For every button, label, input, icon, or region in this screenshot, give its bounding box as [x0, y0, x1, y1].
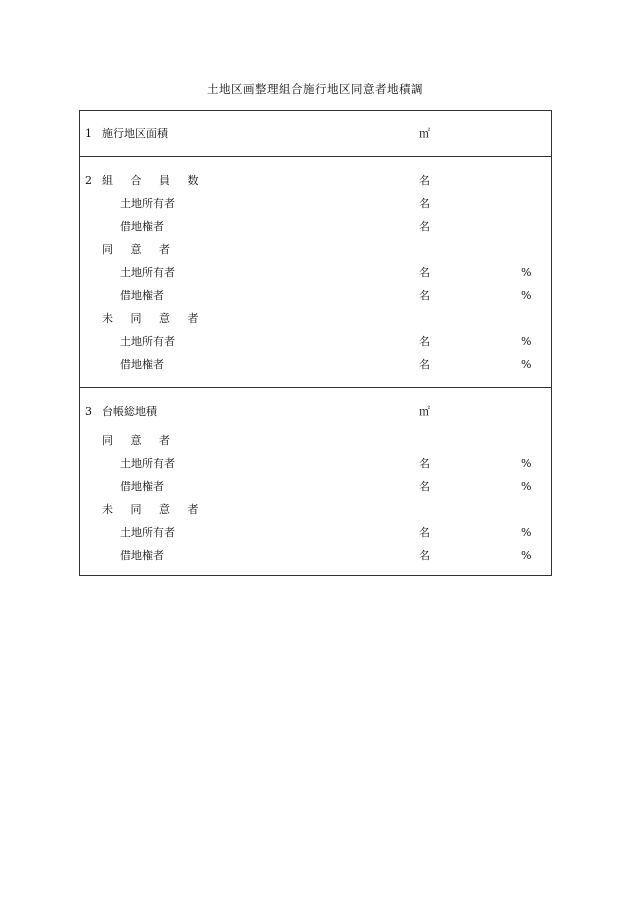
document-title: 土地区画整理組合施行地区同意者地積調	[207, 82, 423, 96]
member-label: 借地権者	[120, 220, 164, 233]
row-percent: %	[521, 549, 532, 562]
row-unit: 名	[419, 549, 430, 562]
section2-consent-row	[80, 287, 551, 305]
row-percent: %	[521, 358, 532, 371]
row-label: 土地所有者	[120, 526, 175, 539]
row-unit: 名	[419, 480, 430, 493]
section2-member-row	[80, 195, 551, 213]
survey-table	[79, 110, 552, 576]
section2-label: 組 合 員 数	[102, 174, 206, 187]
section2-member-row	[80, 218, 551, 236]
consent-label: 同 意 者	[102, 243, 177, 256]
section3-nonconsent-row	[80, 524, 551, 542]
section3-nonconsent-row	[80, 547, 551, 565]
nonconsent-label: 未 同 意 者	[102, 312, 206, 325]
section2-nonconsent-row	[80, 333, 551, 351]
row-percent: %	[521, 457, 532, 470]
section2-consent-heading	[80, 241, 551, 259]
row-percent: %	[521, 526, 532, 539]
section3-consent-row	[80, 478, 551, 496]
section3-unit: ㎡	[419, 405, 430, 418]
row-unit: 名	[419, 526, 430, 539]
row-label: 土地所有者	[120, 457, 175, 470]
section3-consent-heading	[80, 432, 551, 450]
section2-number: 2	[85, 174, 92, 187]
divider-2	[80, 387, 551, 388]
section1-number: 1	[85, 127, 92, 140]
row-label: 借地権者	[120, 549, 164, 562]
member-unit: 名	[419, 197, 430, 210]
section2-unit: 名	[419, 174, 430, 187]
consent-label: 同 意 者	[102, 434, 177, 447]
nonconsent-label: 未 同 意 者	[102, 503, 206, 516]
row-percent: %	[521, 266, 532, 279]
row-label: 借地権者	[120, 480, 164, 493]
row-unit: 名	[419, 358, 430, 371]
row-unit: 名	[419, 289, 430, 302]
row-label: 土地所有者	[120, 266, 175, 279]
section3-number: 3	[85, 405, 92, 418]
row-percent: %	[521, 335, 532, 348]
member-label: 土地所有者	[120, 197, 175, 210]
section2-nonconsent-heading	[80, 310, 551, 328]
row-unit: 名	[419, 335, 430, 348]
section3-row	[80, 403, 551, 421]
section1-unit: ㎡	[419, 127, 430, 140]
row-label: 借地権者	[120, 289, 164, 302]
member-unit: 名	[419, 220, 430, 233]
section3-nonconsent-heading	[80, 501, 551, 519]
section2-row	[80, 172, 551, 190]
section3-consent-row	[80, 455, 551, 473]
row-label: 土地所有者	[120, 335, 175, 348]
row-unit: 名	[419, 266, 430, 279]
section1-label: 施行地区面積	[102, 127, 168, 140]
section2-consent-row	[80, 264, 551, 282]
divider-1	[80, 156, 551, 157]
row-percent: %	[521, 480, 532, 493]
section1-row	[80, 125, 551, 143]
row-label: 借地権者	[120, 358, 164, 371]
row-percent: %	[521, 289, 532, 302]
section2-nonconsent-row	[80, 356, 551, 374]
section3-label: 台帳総地積	[102, 405, 157, 418]
row-unit: 名	[419, 457, 430, 470]
